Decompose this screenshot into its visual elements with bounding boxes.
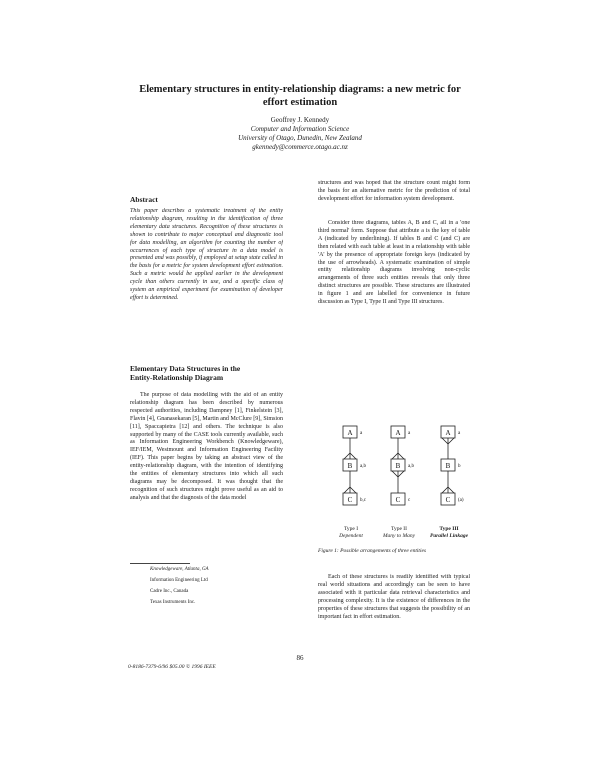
author-univ: University of Otago, Dunedin, New Zealand [238, 134, 362, 142]
box-label-b2: B [395, 462, 401, 470]
key-ab1: a,b [360, 464, 366, 469]
page-number: 86 [296, 654, 304, 662]
footnote-3: Cadre Inc., Canada [150, 589, 189, 594]
figure-caption: Figure 1: Possible arrangements of three entities [318, 548, 427, 554]
title-line-1: Elementary structures in entity-relationship diagrams: a new metric for [139, 84, 461, 95]
footnote-1: Knowledgeware, Atlanta, GA [150, 567, 209, 572]
author-dept: Computer and Information Science [250, 125, 350, 133]
box-label-b1: B [347, 462, 353, 470]
key-a1: a [360, 431, 363, 436]
key-c2: c [408, 498, 411, 503]
box-label-a2: A [395, 429, 401, 437]
figure-1 [333, 422, 473, 537]
copyright-line: 0-8186-7379-6/96 $05.00 © 1996 IEEE [128, 664, 216, 670]
footnote-2: Information Engineering Ltd [150, 578, 208, 583]
footnote-4: Texas Instruments Inc. [150, 600, 196, 605]
type-2-label: Type II Many to Many [382, 526, 416, 539]
right-para-2: Consider three diagrams, tables A, B and C, all in a 'one third normal' form. Suppose that attribute a is the key of table A (indicated by underlining). If tables B and C (and C) are then related with each table at least in a relationship with table 'A' by the presence of appropriate foreign keys (indicated by the use of arrowheads). A systematic examination of simple entity relationship diagrams involving non-cyclic arrangements of three such entities reveals that only three distinct structures are possible. These structures are illustrated in figure 1 and are labelled for convenience in future discussion as Type I, Type II and Type III structures. [318, 220, 470, 306]
footnote-rule [130, 563, 190, 564]
box-label-c1: C [347, 496, 353, 504]
box-label-b3: B [445, 462, 451, 470]
key-ac3: (a) [458, 498, 464, 503]
box-label-c2: C [395, 496, 401, 504]
key-a3: a [458, 431, 461, 436]
right-para-3: Each of these structures is readily identified with typical real world situations and accordingly can be seen to have associated with it particular data retrieval characteristics and processing complexity. It is the existence of differences in the properties of these structures that suggests the possibility of an important fact in effort estimation. [318, 574, 470, 620]
key-b3: b [458, 464, 461, 469]
box-label-a3: A [445, 429, 451, 437]
abstract-text: This paper describes a systematic treatment of the entity relationship diagram, resulting in the identification of three elementary data structures. Recognition of these structures is shown to contribute to major conceptual and diagnostic tool for data modelling, an algorithm for counting the number of occurrences of each type of structure in a data model is presented and was possibly, if employed at setup state called in the basis for a metric for system development effort estimation. Such a metric would be applied earlier in the development cycle than others currently in use, and a specific class of system an empirical experiment for examination of developer effort is determined. [130, 208, 283, 301]
type-1-label: Type I Dependent [339, 526, 363, 539]
title-line-2: effort estimation [262, 97, 338, 108]
type-3-label: Type III Parallel Linkage [429, 526, 469, 539]
key-bc1: b,c [360, 498, 366, 503]
paper-title [60, 83, 540, 109]
section-text: The purpose of data modelling with the aid of an entity relationship diagram has been described by numerous respected authorities, including Dampney [1], Finkelstein [3], Flavin [4], Gnanasekaran [5], Martin and McClure [9], Simsion [11], Spaccapietra [12] and others. The technique is also supported by many of the CASE tools currently available, such as Information Engineering Workbench (Knowledgeware), IEF/IEM, Westmount and Information Engineering Facility (IEF). This paper begins by taking an abstract view of the entity-relationship diagram, with the intention of identifying the entities of elementary structures into which all such diagrams may be decomposed. It was thought that the recognition of such structures might prove useful as an aid to analysis and that the diagnosis of the data model [130, 392, 283, 501]
section-heading: Elementary Data Structures in the Entity-Relationship Diagram [130, 364, 241, 382]
box-label-a1: A [347, 429, 353, 437]
abstract-heading: Abstract [130, 195, 158, 204]
box-label-c3: C [445, 496, 451, 504]
author-name: Geoffrey J. Kennedy [270, 116, 330, 124]
key-ab2: a,b [408, 464, 414, 469]
author-email: gkennedy@commerce.otago.ac.nz [252, 143, 348, 151]
right-para-1: structures and was hoped that the structure count might form the basis for an alternative metric for the prediction of total development effort for information system development. [318, 180, 470, 202]
figure-diagram [333, 422, 473, 532]
author-block [150, 116, 450, 152]
key-a2: a [408, 431, 411, 436]
